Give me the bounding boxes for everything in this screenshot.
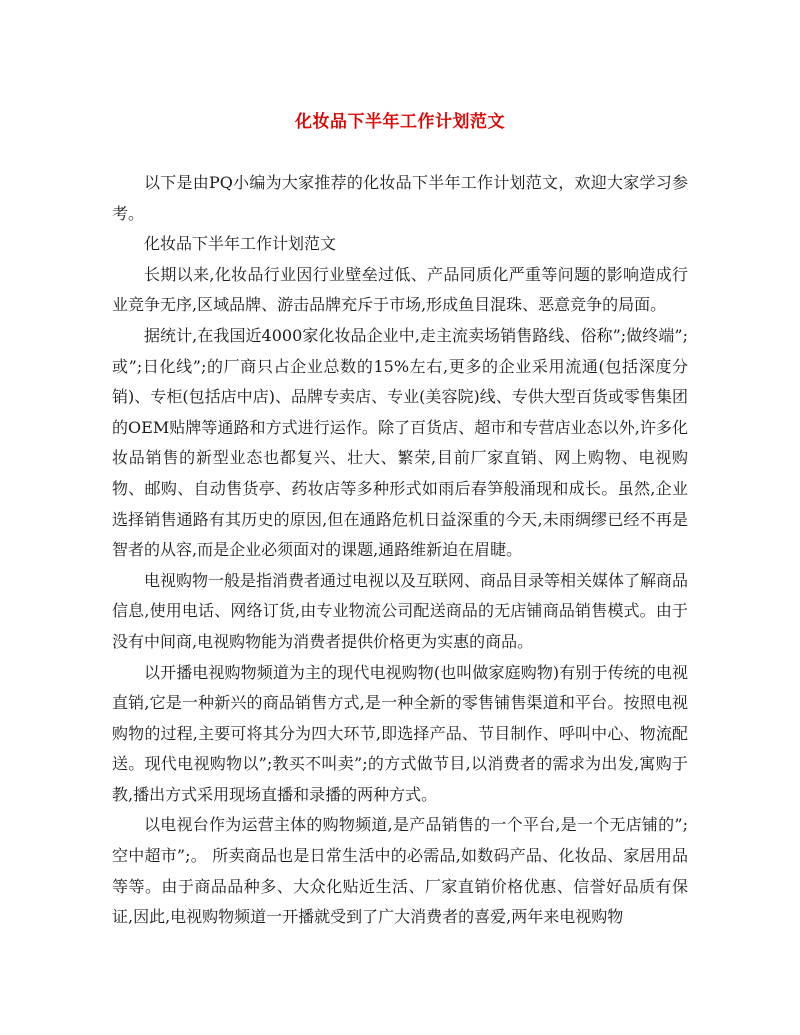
paragraph-industry-background: 长期以来,化妆品行业因行业壁垒过低、产品同质化严重等问题的影响造成行业竞争无序,区域品牌、游击品牌充斥于市场,形成鱼目混珠、恶意竞争的局面。 bbox=[112, 264, 688, 315]
paragraph-tv-shopping-definition: 电视购物一般是指消费者通过电视以及互联网、商品目录等相关媒体了解商品信息,使用电话、网络订货,由专业物流公司配送商品的无店铺商品销售模式。由于没有中间商,电视购物能为消费者提供价格更为实惠的商品。 bbox=[112, 570, 689, 651]
paragraph-modern-tv-shopping: 以开播电视购物频道为主的现代电视购物(也叫做家庭购物)有别于传统的电视直销,它是一种新兴的商品销售方式,是一种全新的零售铺售渠道和平台。按照电视购物的过程,主要可将其分为四大环节,即选择产品、节目制作、呼叫中心、物流配送。现代电视购物以”;教买不叫卖”;的方式做节目,以消费者的需求为出发,寓购于教,播出方式采用现场直播和录播的两种方式。 bbox=[112, 662, 688, 804]
paragraph-subtitle: 化妆品下半年工作计划范文 bbox=[144, 234, 337, 254]
document-title: 化妆品下半年工作计划范文 bbox=[295, 112, 505, 132]
document-body bbox=[112, 168, 688, 933]
paragraph-shopping-channel: 以电视台作为运营主体的购物频道,是产品销售的一个平台,是一个无店铺的”;空中超市”;。 所卖商品也是日常生活中的必需品,如数码产品、化妆品、家居用品等等。由于商品品种多、大众化贴近生活、厂家直销价格优惠、信誉好品质有保证,因此,电视购物频道一开播就受到了广大消费者的喜爱,两年来电视购物 bbox=[112, 815, 688, 927]
paragraph-intro: 以下是由PQ小编为大家推荐的化妆品下半年工作计划范文，欢迎大家学习参考。 bbox=[112, 173, 688, 223]
paragraph-statistics: 据统计,在我国近4000家化妆品企业中,走主流卖场销售路线、俗称”;做终端”;或”;日化线”;的厂商只占企业总数的15%左右,更多的企业采用流通(包括深度分销)、专柜(包括店中店)、品牌专卖店、专业(美容院)线、专供大型百货或零售集团的OEM贴牌等通路和方式进行运作。除了百货店、超市和专营店业态以外,许多化妆品销售的新型业态也都复兴、壮大、繁荣,目前厂家直销、网上购物、电视购物、邮购、自动售货亭、药妆店等多种形式如雨后春笋般涌现和成长。虽然,企业选择销售通路有其历史的原因,但在通路危机日益深重的今天,未雨绸缪已经不再是智者的从容,而是企业必须面对的课题,通路维新迫在眉睫。 bbox=[112, 325, 688, 560]
